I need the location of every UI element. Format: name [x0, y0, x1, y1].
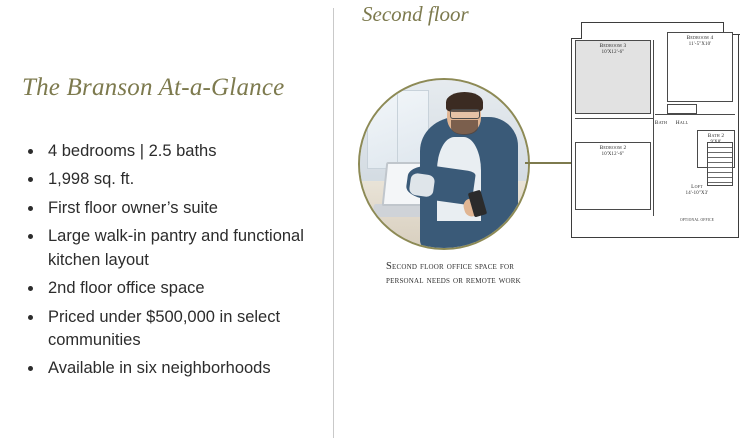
list-item: 4 bedrooms | 2.5 baths [40, 140, 346, 163]
room-dimensions: 11'-5"X10' [688, 41, 712, 47]
page-title: The Branson At-a-Glance [22, 74, 285, 101]
floorplan-wall [655, 114, 735, 115]
stairs [707, 142, 733, 186]
room-name: Hall [675, 120, 689, 126]
glasses-icon [450, 109, 481, 119]
photo-caption: Second floor office space for personal needs or remote work [386, 261, 521, 287]
photo-person-sleeve [409, 173, 435, 198]
vertical-divider [333, 8, 334, 438]
room-bath [653, 118, 669, 148]
room-name: Bath [654, 120, 668, 126]
list-item: First floor owner’s suite [40, 197, 346, 220]
photo-illustration [360, 80, 528, 248]
list-item: Large walk-in pantry and functional kitchen layout [40, 225, 346, 272]
floorplan-notch [571, 22, 582, 39]
room-name: Bedroom 3 [599, 43, 627, 49]
left-panel [0, 0, 330, 446]
floorplan-wall [575, 118, 653, 119]
room-bedroom-2 [575, 142, 651, 210]
room-dimensions: 14'-10"X3' [685, 190, 709, 196]
room-name: Loft [691, 184, 703, 190]
closet [667, 104, 697, 114]
floorplan-diagram [571, 22, 739, 238]
room-name: Bedroom 4 [686, 35, 714, 41]
office-photo [358, 78, 530, 250]
room-dimensions: 10'X12'-6" [601, 151, 625, 157]
room-name: Bath 2 [707, 133, 725, 139]
loft-note: OPTIONAL OFFICE [679, 218, 715, 222]
list-item: Priced under $500,000 in select communities [40, 306, 346, 353]
list-item: 1,998 sq. ft. [40, 168, 346, 191]
feature-list [18, 140, 346, 386]
list-item: Available in six neighborhoods [40, 357, 346, 380]
room-bedroom-3 [575, 40, 651, 114]
room-bedroom-4 [667, 32, 733, 102]
room-name: Bedroom 2 [599, 145, 627, 151]
list-item: 2nd floor office space [40, 277, 346, 300]
section-title-second-floor: Second floor [362, 2, 469, 26]
room-dimensions: 10'X12'-6" [601, 49, 625, 55]
